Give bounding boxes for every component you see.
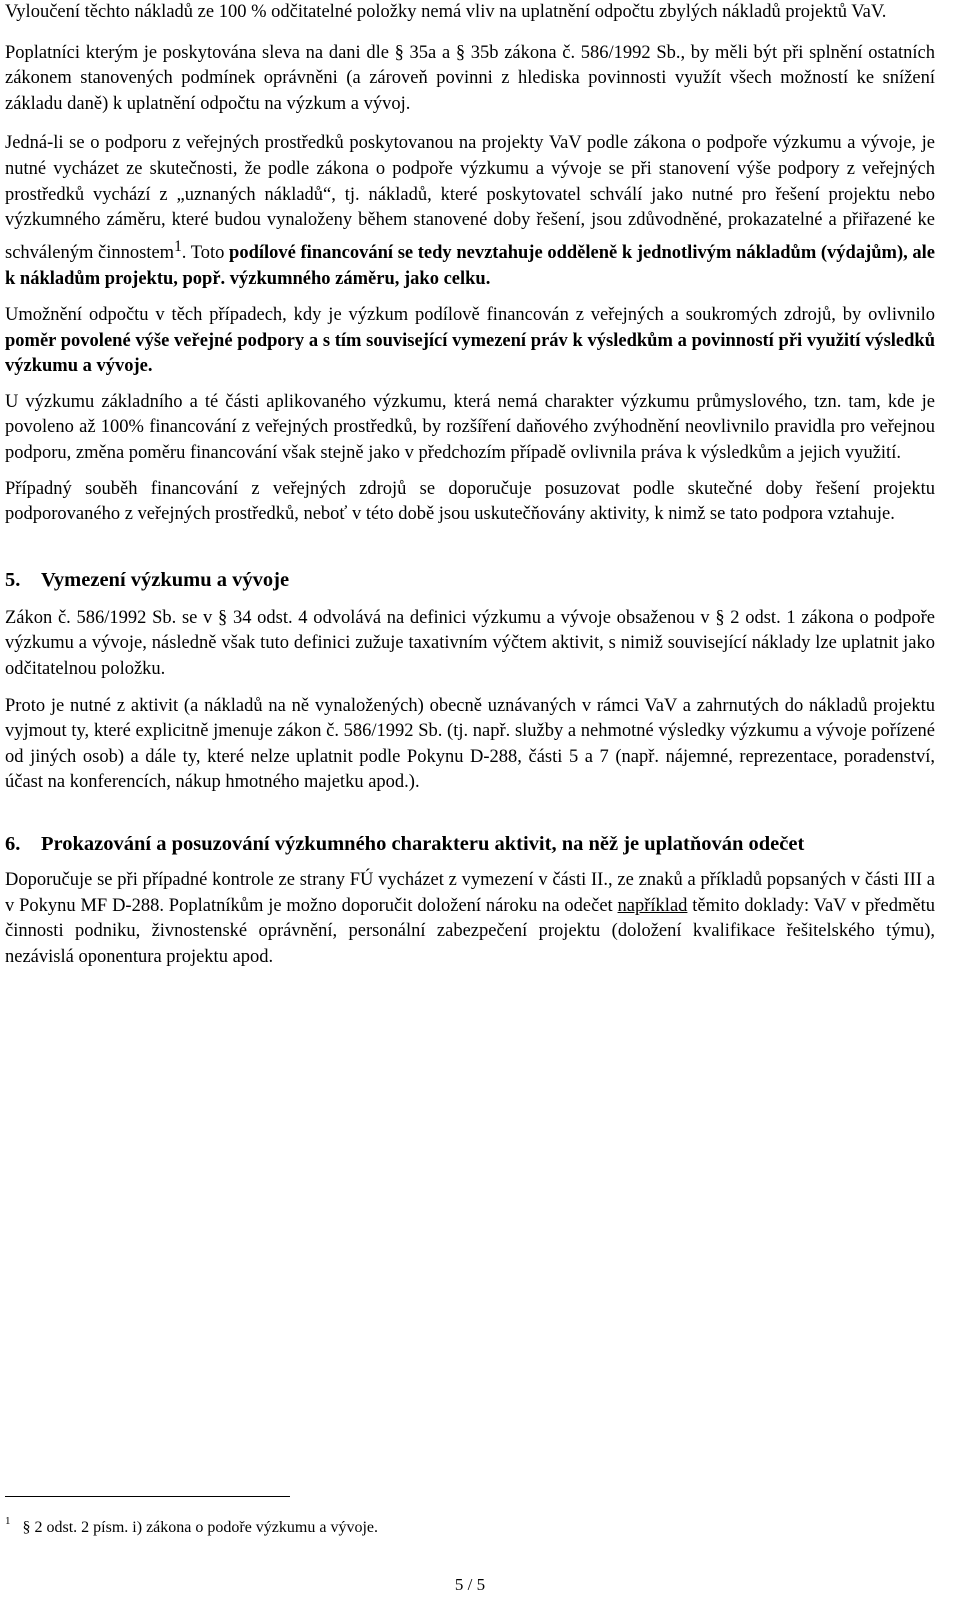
footnote-divider — [5, 1496, 290, 1497]
paragraph-text: Doporučuje se při případné kontrole ze strany FÚ vycházet z vymezení v části II., ze znaků a příkladů popsaných v části III a v Pokynu MF D-288. Poplatníkům je možno doporučit doložení nároku na odečet — [5, 870, 935, 916]
paragraph-basic-research — [5, 390, 935, 467]
paragraph-text: Umožnění odpočtu v těch případech, kdy je výzkum podílově financován z veřejných a soukromých zdrojů, by ovlivnilo — [5, 305, 935, 326]
underlined-text: například — [617, 895, 688, 916]
paragraph-public-funding — [5, 131, 935, 292]
paragraph-text: Zákon č. 586/1992 Sb. se v § 34 odst. 4 odvolává na definici výzkumu a vývoje obsaženou v § 2 odst. 1 zákona o podpoře výzkumu a vývoje, následně však tuto definici zužuje taxativním výčtem aktivit, s nimiž související náklady lze uplatnit jako odčitatelnou položku. — [5, 607, 935, 680]
paragraph-text: Vyloučení těchto nákladů ze 100 % odčitatelné položky nemá vliv na uplatnění odpočtu zbylých nákladů projektů VaV. — [5, 2, 887, 22]
document-page — [5, 0, 935, 970]
paragraph-deduction-impact — [5, 303, 935, 380]
paragraph-text: Poplatníci kterým je poskytována sleva na dani dle § 35a a § 35b zákona č. 586/1992 Sb., by měli být při splnění ostatních zákonem stanovených podmínek oprávněni (a zároveň povinni z hlediska povinnosti využít všech možností ke snížení základu daně) k uplatnění odpočtu na výzkum a vývoj. — [5, 42, 935, 114]
section-title: Prokazování a posuzování výzkumného charakteru aktivit, na něž je uplatňován odečet — [41, 833, 805, 855]
section-title: Vymezení výzkumu a vývoje — [41, 568, 290, 591]
paragraph-exclusions — [5, 694, 935, 796]
paragraph-definition — [5, 606, 935, 683]
paragraph-intro — [5, 0, 935, 26]
paragraph-text: Proto je nutné z aktivit (a nákladů na ně vynaložených) obecně uznávaných v rámci VaV a zahrnutých do nákladů projektu vyjmout ty, které explicitně jmenuje zákon č. 586/1992 Sb. (tj. např. služby a nehmotné výsledky výzkumu a vývoje pořízené od jiných osob) a dále ty, které nelze uplatnit podle Pokynu D-288, části 5 a 7 (např. nájemné, reprezentace, poradenství, účast na konferencích, nákup hmotného majetku apod.). — [5, 695, 935, 793]
paragraph-text: . Toto — [181, 242, 230, 263]
emphasis-text: poměr povolené výše veřejné podpory a s tím související vymezení práv k výsledkům a povinností při využití výsledků výzkumu a vývoje. — [5, 330, 935, 377]
section-number: 6. — [5, 833, 21, 855]
section-number: 5. — [5, 568, 21, 591]
paragraph-text: U výzkumu základního a té části aplikovaného výzkumu, která nemá charakter výzkumu průmyslového, tzn. tam, kde je povoleno až 100% financování z veřejných prostředků, by rozšíření daňového zvýhodnění neovlivnilo pravidla pro veřejnou podporu, změna poměru financování však stejně jako v předchozím případě ovlivnila práva k výsledkům a jejich využití. — [5, 391, 935, 464]
section-heading-5 — [5, 566, 935, 594]
paragraph-tax-relief — [5, 41, 935, 118]
footnote-mark: 1 — [5, 1515, 11, 1527]
paragraph-text: těmito doklady: VaV v předmětu činnosti podniku, živnostenské oprávnění, personální zabezpečení projektu (doložení kvalifikace řešitelského týmu), nezávislá oponentura projektu apod. — [5, 895, 935, 967]
footnote-text: § 2 odst. 2 písm. i) zákona o podoře výzkumu a vývoje. — [22, 1519, 378, 1536]
paragraph-concurrent-funding — [5, 477, 935, 528]
emphasis-text: podílové financování se tedy nevztahuje odděleně k jednotlivým nákladům (výdajům), ale k nákladům projektu, popř. výzkumného záměru, jako celku. — [5, 242, 935, 289]
paragraph-evidence — [5, 868, 935, 970]
page-number: 5 / 5 — [454, 1575, 486, 1594]
paragraph-text: Jedná-li se o podporu z veřejných prostředků poskytovanou na projekty VaV podle zákona o podpoře výzkumu a vývoje, je nutné vycházet ze skutečnosti, že podle zákona o podpoře výzkumu a vývoje se při stanovení výše podpory z veřejných prostředků vychází z „uznaných nákladů“, tj. nákladů, které poskytovatel schválí jako nutné pro řešení projektu nebo výzkumného záměru, které budou vynaloženy během stanovené doby řešení, jsou zdůvodněné, prokazatelné a přiřazené ke schváleným činnostem — [5, 133, 935, 263]
footnote-reference: 1 — [174, 237, 182, 255]
section-heading-6 — [5, 830, 935, 858]
footnote — [5, 1510, 378, 1539]
paragraph-text: Případný souběh financování z veřejných zdrojů se doporučuje posuzovat podle skutečné doby řešení projektu podporovaného z veřejných prostředků, neboť v této době jsou uskutečňovány aktivity, k nimž se tato podpora vztahuje. — [5, 478, 935, 525]
